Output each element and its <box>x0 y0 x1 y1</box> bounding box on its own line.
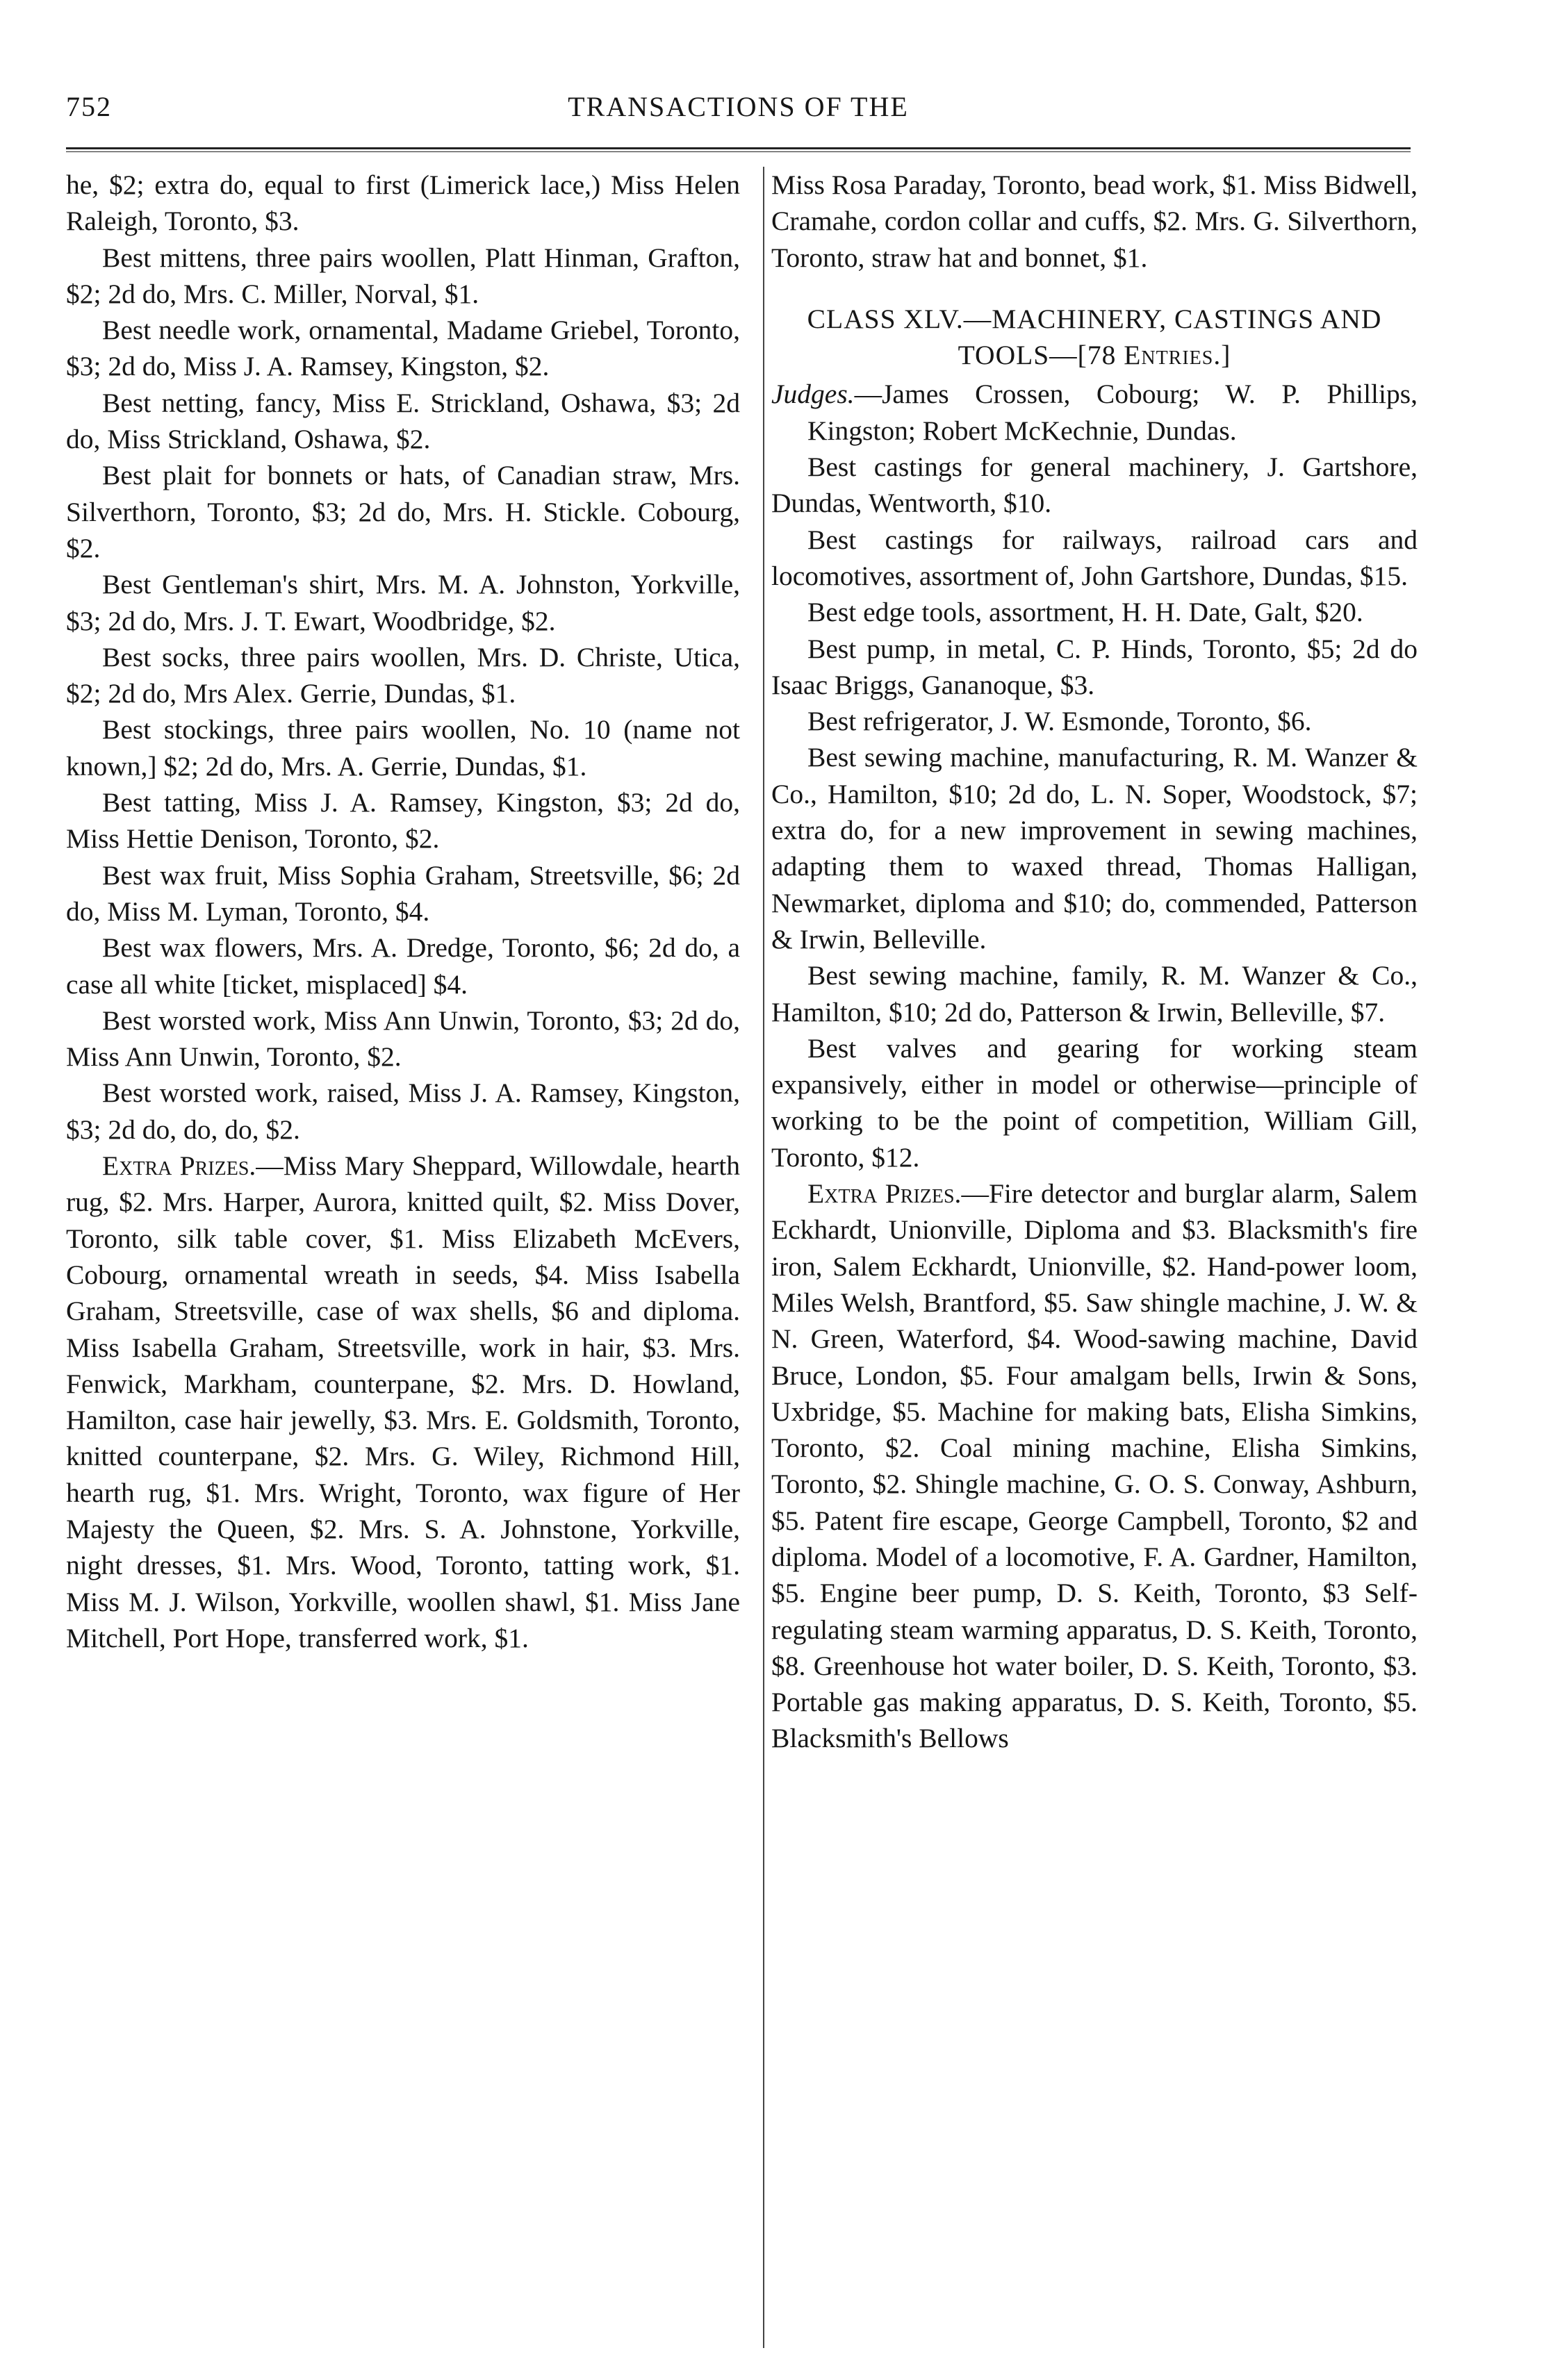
judges-text: —James Crossen, Cobourg; W. P. Phillips, Kingston; Robert McKechnie, Dundas. <box>807 379 1418 446</box>
prize-entry <box>66 711 740 784</box>
prize-entry-text: he, $2; extra do, equal to first (Limerick lace,) Miss Helen Raleigh, Toronto, $3. <box>66 170 740 237</box>
prize-entry-text: Best socks, three pairs woollen, Mrs. D. Christe, Utica, $2; 2d do, Mrs Alex. Gerrie, Dundas, $1. <box>66 641 740 709</box>
prize-entry <box>66 929 740 1002</box>
prize-entry-text: —Miss Mary Sheppard, Willowdale, hearth rug, $2. Mrs. Harper, Aurora, knitted quilt, $2. Miss Dover, Toronto, silk table cover, $1. Miss Elizabeth McEvers, Cobourg, ornamental wreath in seeds, $4. Miss Isabella Graham, Streetsville, case of wax shells, $6 and diploma. Miss Isabella Graham, Streetsville, work in hair, $3. Mrs. Fenwick, Markham, counterpane, $2. Mrs. D. Howland, Hamilton, case hair jewelly, $3. Mrs. E. Goldsmith, Toronto, knitted counterpane, $2. Mrs. G. Wiley, Richmond Hill, hearth rug, $1. Mrs. Wright, Toronto, wax figure of Her Majesty the Queen, $2. Mrs. S. A. Johnstone, Yorkville, night dresses, $1. Mrs. Wood, Toronto, tatting work, $1. Miss M. J. Wilson, Yorkville, woollen shawl, $1. Miss Jane Mitchell, Port Hope, transferred work, $1. <box>66 1150 740 1653</box>
prize-entry <box>66 240 740 313</box>
prize-entry-text: Best valves and gearing for working steam expansively, either in model or otherwise—principle of working to be the point of competition, William Gill, Toronto, $12. <box>771 1032 1418 1173</box>
right-column <box>771 167 1418 1757</box>
prize-entry <box>66 385 740 458</box>
prize-entry-text: Best stockings, three pairs woollen, No. 10 (name not known,] $2; 2d do, Mrs. A. Gerrie, Dundas, $1. <box>66 714 740 782</box>
prize-entry <box>771 631 1418 704</box>
prize-entry-text: Best castings for railways, railroad cars and locomotives, assortment of, John Gartshore, Dundas, $15. <box>771 524 1418 591</box>
class-heading: CLASS XLV.—MACHINERY, CASTINGS AND TOOLS—[78 Entries.] <box>807 303 1382 371</box>
prize-entry-text: Best worsted work, Miss Ann Unwin, Toronto, $3; 2d do, Miss Ann Unwin, Toronto, $2. <box>66 1005 740 1073</box>
prize-entry-text: —Fire detector and burglar alarm, Salem Eckhardt, Unionville, Diploma and $3. Blacksmith's fire iron, Salem Eckhardt, Unionville, $2. Hand-power loom, Miles Welsh, Brantford, $5. Saw shingle machine, J. W. & N. Green, Waterford, $4. Wood-sawing machine, David Bruce, London, $5. Four amalgam bells, Irwin & Sons, Uxbridge, $5. Machine for making bats, Elisha Simkins, Toronto, $2. Coal mining machine, Elisha Simkins, Toronto, $2. Shingle machine, G. O. S. Conway, Ashburn, $5. Patent fire escape, George Campbell, Toronto, $2 and diploma. Model of a locomotive, F. A. Gardner, Hamilton, $5. Engine beer pump, D. S. Keith, Toronto, $3 Self-regulating steam warming apparatus, D. S. Keith, Toronto, $8. Greenhouse hot water boiler, D. S. Keith, Toronto, $3. Portable gas making apparatus, D. S. Keith, Toronto, $5. Blacksmith's Bellows <box>771 1178 1418 1754</box>
prize-entry <box>66 167 740 240</box>
prize-entry-text: Best wax fruit, Miss Sophia Graham, Streetsville, $6; 2d do, Miss M. Lyman, Toronto, $4. <box>66 859 740 927</box>
prize-entry <box>66 1148 740 1656</box>
prize-entry <box>771 957 1418 1030</box>
prize-entry-text: Best netting, fancy, Miss E. Strickland, Oshawa, $3; 2d do, Miss Strickland, Oshawa, $2. <box>66 387 740 455</box>
prize-entry <box>66 457 740 566</box>
prize-entry <box>771 703 1418 739</box>
prize-entry <box>66 857 740 930</box>
extra-prizes-label: Extra Prizes. <box>102 1150 256 1182</box>
prize-entry <box>66 639 740 712</box>
prize-entry <box>66 312 740 385</box>
prize-entry <box>66 1075 740 1148</box>
prize-entry-text: Best needle work, ornamental, Madame Griebel, Toronto, $3; 2d do, Miss J. A. Ramsey, Kingston, $2. <box>66 315 740 382</box>
prize-entry <box>771 739 1418 957</box>
running-title: TRANSACTIONS OF THE <box>568 91 909 122</box>
prize-entry <box>771 1175 1418 1757</box>
page-number: 752 <box>66 91 112 122</box>
right-entries <box>771 449 1418 1757</box>
header-rule <box>66 147 1411 152</box>
prize-entry <box>771 522 1418 595</box>
prize-entry-text: Best refrigerator, J. W. Esmonde, Toronto, $6. <box>807 706 1312 737</box>
prize-entry-text: Best mittens, three pairs woollen, Platt Hinman, Grafton, $2; 2d do, Mrs. C. Miller, Norval, $1. <box>66 242 740 309</box>
prize-entry <box>771 1030 1418 1175</box>
prize-entry <box>771 594 1418 630</box>
prize-entry-text: Best edge tools, assortment, H. H. Date, Galt, $20. <box>807 597 1363 628</box>
judges-paragraph <box>771 376 1418 449</box>
prize-entry-text: Best pump, in metal, C. P. Hinds, Toronto, $5; 2d do Isaac Briggs, Gananoque, $3. <box>771 633 1418 700</box>
prize-entry <box>66 566 740 639</box>
right-column-intro: Miss Rosa Paraday, Toronto, bead work, $1. Miss Bidwell, Cramahe, cordon collar and cuffs, $2. Mrs. G. Silverthorn, Toronto, straw hat and bonnet, $1. <box>771 170 1418 273</box>
prize-entry-text: Best sewing machine, manufacturing, R. M. Wanzer & Co., Hamilton, $10; 2d do, L. N. Soper, Woodstock, $7; extra do, for a new improvement in sewing machines, adapting them to waxed thread, Thomas Halligan, Newmarket, diploma and $10; do, commended, Patterson & Irwin, Belleville. <box>771 742 1418 955</box>
prize-entry-text: Best castings for general machinery, J. Gartshore, Dundas, Wentworth, $10. <box>771 452 1418 519</box>
left-column <box>66 167 740 1656</box>
prize-entry-text: Best worsted work, raised, Miss J. A. Ramsey, Kingston, $3; 2d do, do, do, $2. <box>66 1077 740 1145</box>
prize-entry <box>771 449 1418 522</box>
prize-entry <box>66 1002 740 1075</box>
extra-prizes-label: Extra Prizes. <box>807 1178 962 1209</box>
prize-entry <box>66 784 740 857</box>
prize-entry-text: Best sewing machine, family, R. M. Wanzer & Co., Hamilton, $10; 2d do, Patterson & Irwin, Belleville, $7. <box>771 960 1418 1027</box>
prize-entry-text: Best wax flowers, Mrs. A. Dredge, Toronto, $6; 2d do, a case all white [ticket, misplaced] $4. <box>66 932 740 1000</box>
prize-entry-text: Best tatting, Miss J. A. Ramsey, Kingston, $3; 2d do, Miss Hettie Denison, Toronto, $2. <box>66 787 740 854</box>
prize-entry-text: Best Gentleman's shirt, Mrs. M. A. Johnston, Yorkville, $3; 2d do, Mrs. J. T. Ewart, Woodbridge, $2. <box>66 569 740 636</box>
prize-entry-text: Best plait for bonnets or hats, of Canadian straw, Mrs. Silverthorn, Toronto, $3; 2d do, Mrs. H. Stickle. Cobourg, $2. <box>66 460 740 563</box>
column-divider <box>763 167 764 2348</box>
judges-label: Judges. <box>771 379 855 410</box>
running-header <box>66 90 1411 132</box>
